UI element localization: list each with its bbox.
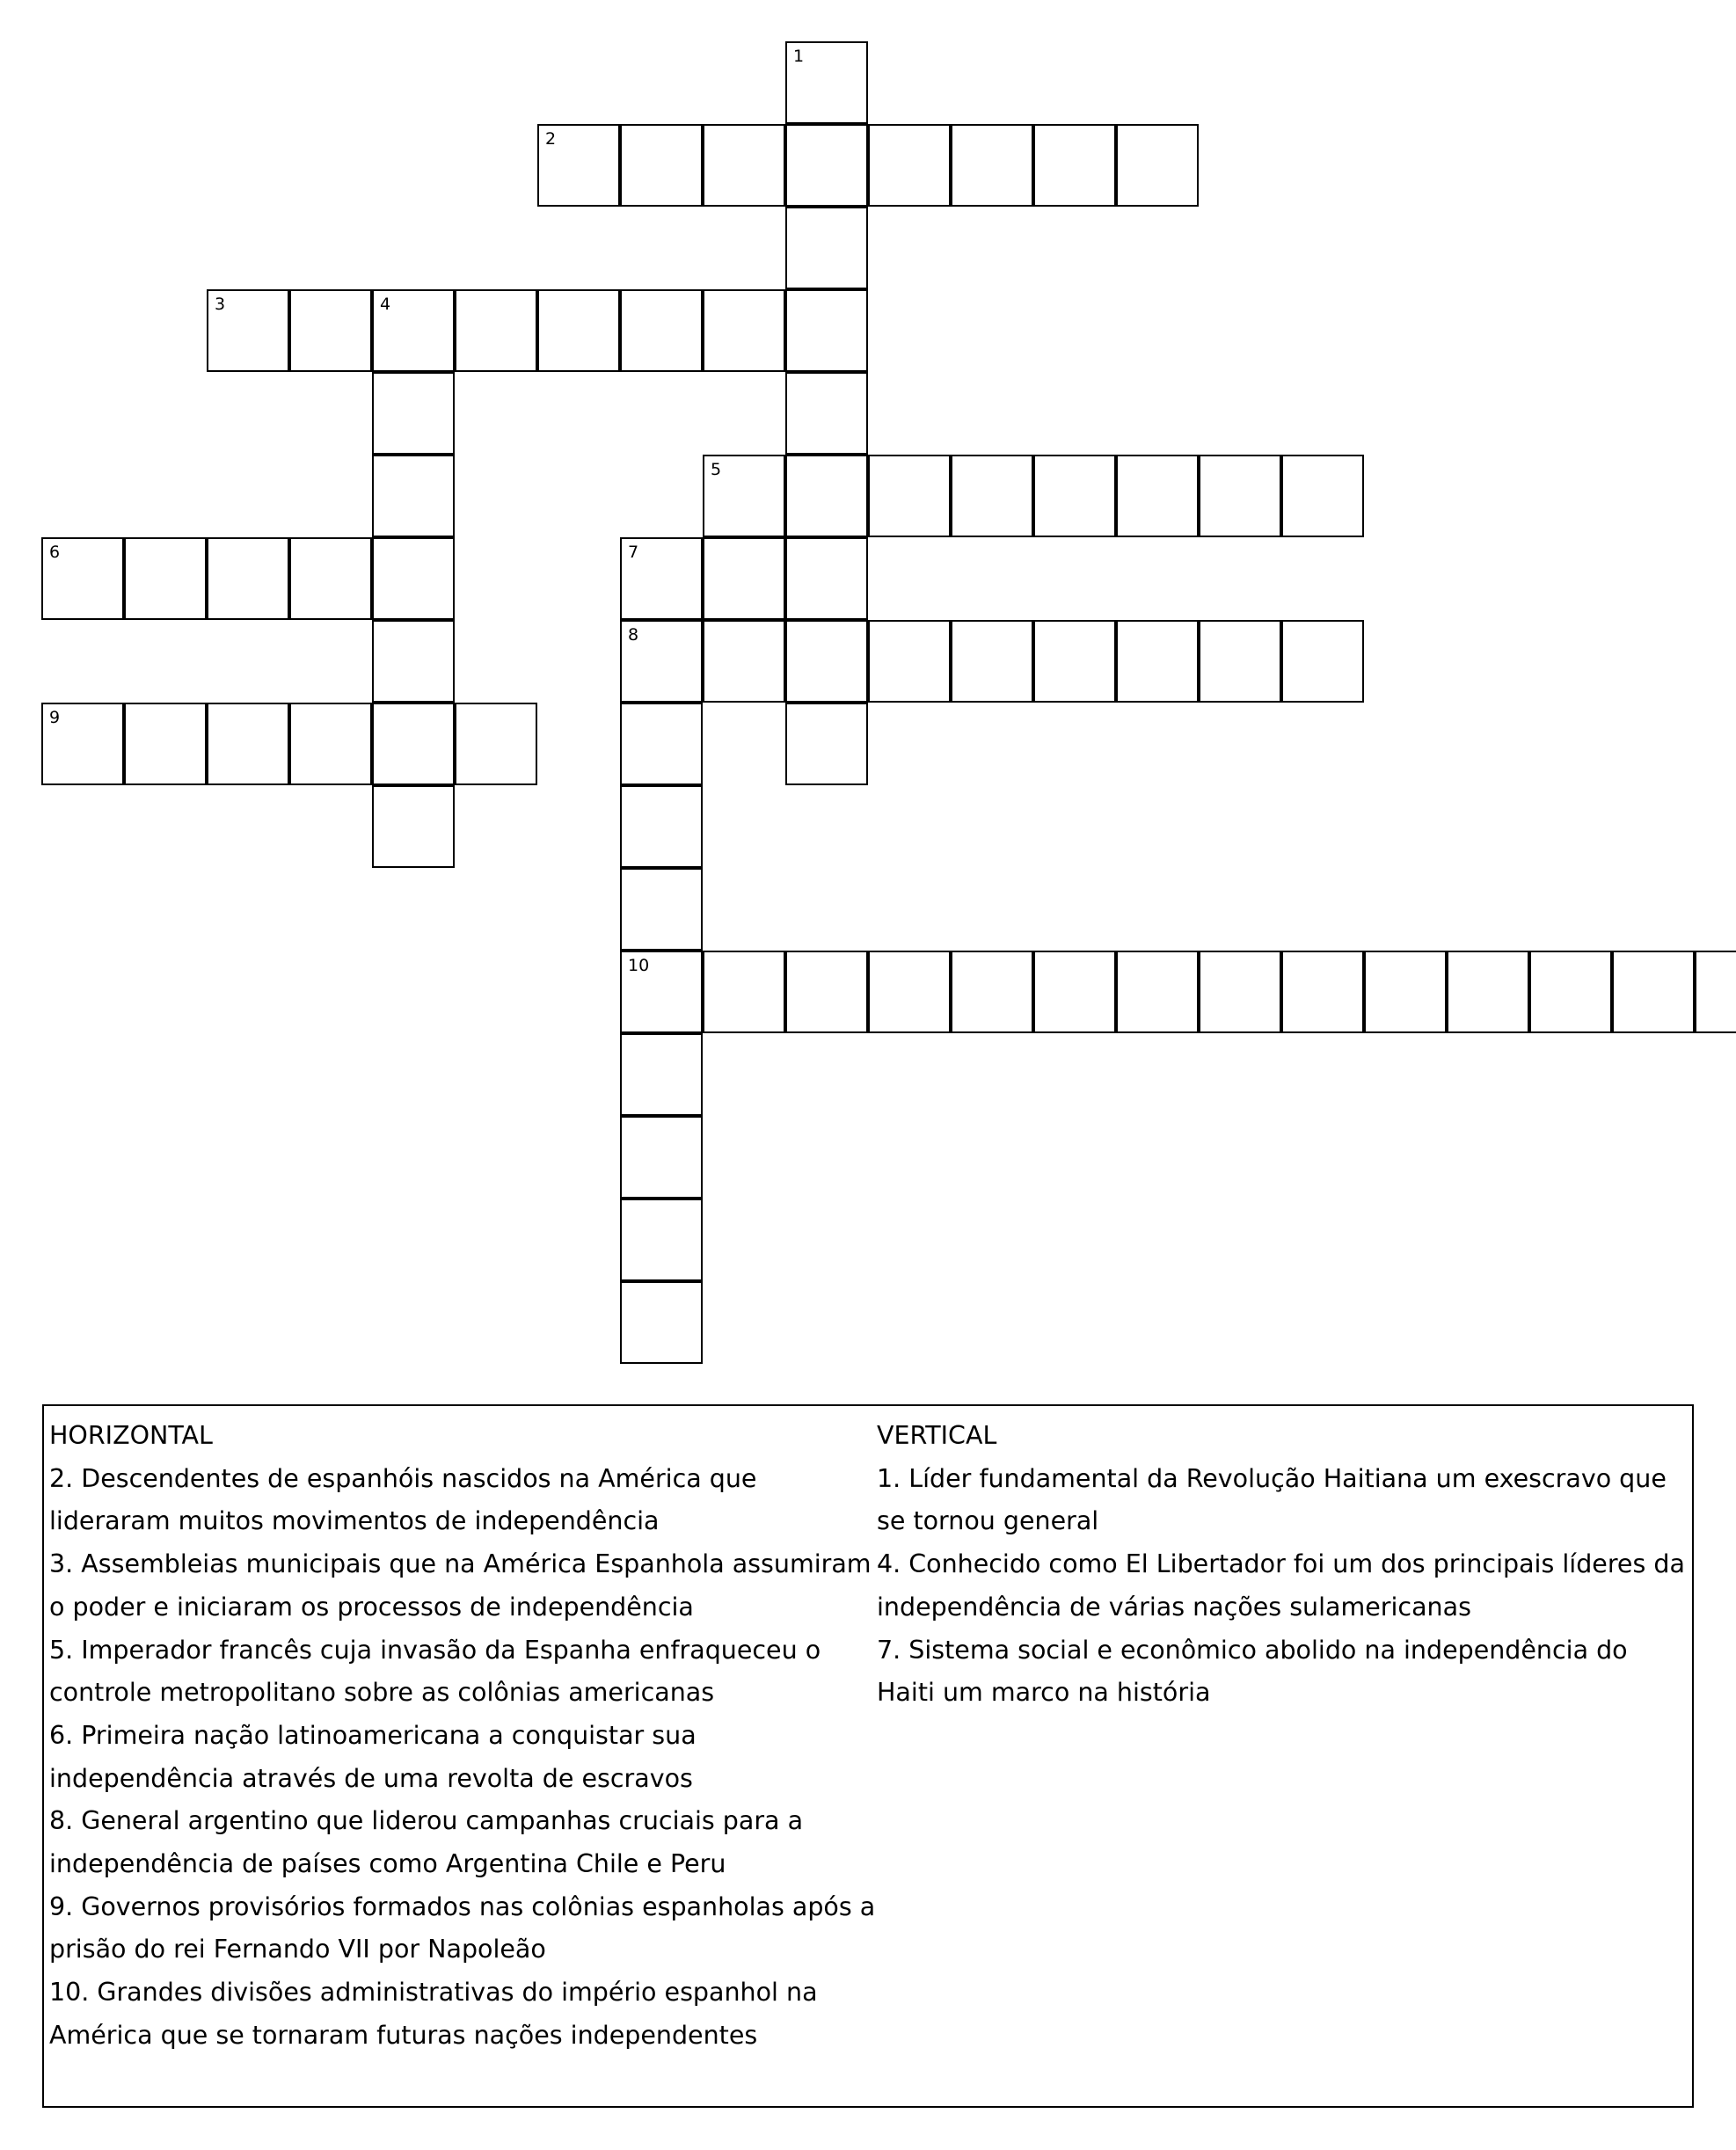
crossword-cell[interactable] [1612, 951, 1695, 1033]
vertical-title: VERTICAL [877, 1421, 997, 1450]
clue-number: 9 [49, 708, 61, 727]
crossword-cell[interactable] [207, 703, 289, 785]
clue-number: 8 [628, 625, 639, 645]
horizontal-clues [49, 1415, 876, 2058]
clue-number: 7 [628, 543, 639, 562]
crossword-cell[interactable] [703, 537, 785, 620]
crossword-cell[interactable] [455, 703, 537, 785]
clue-horizontal-6: 6. Primeira nação latinoamericana a conquistar sua independência através de uma revolta de escravos [49, 1720, 697, 1793]
crossword-cell[interactable] [372, 620, 455, 703]
crossword-cell[interactable] [372, 289, 455, 372]
clue-horizontal-8: 8. General argentino que liderou campanhas cruciais para a independência de países como Argentina Chile e Peru [49, 1806, 804, 1879]
crossword-cell[interactable] [1281, 620, 1364, 703]
crossword-cell[interactable] [41, 703, 124, 785]
crossword-cell[interactable] [620, 620, 703, 703]
crossword-cell[interactable] [703, 951, 785, 1033]
crossword-cell[interactable] [951, 620, 1033, 703]
crossword-cell[interactable] [372, 785, 455, 868]
crossword-cell[interactable] [868, 455, 951, 537]
clue-horizontal-5: 5. Imperador francês cuja invasão da Espanha enfraqueceu o controle metropolitano sobre as colônias americanas [49, 1635, 821, 1708]
clue-vertical-1: 1. Líder fundamental da Revolução Haitiana um exescravo que se tornou general [877, 1463, 1667, 1536]
crossword-cell[interactable] [537, 289, 620, 372]
crossword-cell[interactable] [1116, 455, 1199, 537]
crossword-cell[interactable] [868, 951, 951, 1033]
crossword-cell[interactable] [703, 455, 785, 537]
clue-number: 5 [711, 460, 722, 479]
crossword-cell[interactable] [868, 124, 951, 207]
crossword-cell[interactable] [785, 455, 868, 537]
clue-number: 2 [545, 129, 557, 149]
crossword-cell[interactable] [785, 289, 868, 372]
crossword-cell[interactable] [1199, 620, 1281, 703]
crossword-cell[interactable] [868, 620, 951, 703]
crossword-cell[interactable] [620, 868, 703, 951]
clue-vertical-4: 4. Conhecido como El Libertador foi um dos principais líderes da independência de várias nações sulamericanas [877, 1549, 1685, 1622]
crossword-cell[interactable] [1199, 455, 1281, 537]
horizontal-title: HORIZONTAL [49, 1421, 213, 1450]
crossword-cell[interactable] [785, 372, 868, 455]
crossword-cell[interactable] [620, 951, 703, 1033]
crossword-cell[interactable] [620, 785, 703, 868]
clue-number: 6 [49, 543, 61, 562]
crossword-cell[interactable] [1033, 124, 1116, 207]
crossword-cell[interactable] [537, 124, 620, 207]
crossword-cell[interactable] [951, 455, 1033, 537]
crossword-cell[interactable] [785, 951, 868, 1033]
crossword-cell[interactable] [1033, 620, 1116, 703]
clue-vertical-7: 7. Sistema social e econômico abolido na independência do Haiti um marco na história [877, 1635, 1628, 1708]
crossword-cell[interactable] [620, 537, 703, 620]
crossword-cell[interactable] [951, 951, 1033, 1033]
crossword-cell[interactable] [620, 703, 703, 785]
crossword-cell[interactable] [372, 537, 455, 620]
crossword-cell[interactable] [785, 537, 868, 620]
crossword-cell[interactable] [1116, 951, 1199, 1033]
crossword-cell[interactable] [1033, 951, 1116, 1033]
crossword-cell[interactable] [41, 537, 124, 620]
crossword-cell[interactable] [703, 124, 785, 207]
crossword-cell[interactable] [951, 124, 1033, 207]
crossword-cell[interactable] [703, 620, 785, 703]
clue-number: 10 [628, 956, 650, 975]
crossword-cell[interactable] [1116, 124, 1199, 207]
clue-horizontal-3: 3. Assembleias municipais que na América Espanhola assumiram o poder e iniciaram os processos de independência [49, 1549, 872, 1622]
crossword-cell[interactable] [372, 455, 455, 537]
crossword-cell[interactable] [785, 703, 868, 785]
crossword-cell[interactable] [620, 1199, 703, 1281]
clue-number: 3 [215, 295, 226, 314]
crossword-cell[interactable] [289, 289, 372, 372]
crossword-cell[interactable] [620, 1281, 703, 1364]
crossword-cell[interactable] [1447, 951, 1529, 1033]
crossword-cell[interactable] [1364, 951, 1447, 1033]
crossword-cell[interactable] [124, 703, 207, 785]
crossword-cell[interactable] [785, 207, 868, 289]
crossword-cell[interactable] [785, 41, 868, 124]
crossword-cell[interactable] [1199, 951, 1281, 1033]
clues-box [42, 1404, 1694, 2108]
crossword-cell[interactable] [455, 289, 537, 372]
crossword-cell[interactable] [703, 289, 785, 372]
crossword-cell[interactable] [785, 124, 868, 207]
crossword-cell[interactable] [372, 703, 455, 785]
clue-horizontal-9: 9. Governos provisórios formados nas colônias espanholas após a prisão do rei Fernando VII por Napoleão [49, 1891, 876, 1964]
crossword-cell[interactable] [1281, 951, 1364, 1033]
vertical-clues [877, 1415, 1686, 1715]
crossword-cell[interactable] [372, 372, 455, 455]
crossword-cell[interactable] [207, 537, 289, 620]
crossword-cell[interactable] [1033, 455, 1116, 537]
crossword-cell[interactable] [620, 1033, 703, 1116]
crossword-cell[interactable] [1281, 455, 1364, 537]
crossword-cell[interactable] [620, 124, 703, 207]
clue-number: 4 [380, 295, 391, 314]
crossword-cell[interactable] [289, 537, 372, 620]
clue-horizontal-10: 10. Grandes divisões administrativas do império espanhol na América que se tornaram futuras nações independentes [49, 1978, 818, 2050]
clue-number: 1 [793, 47, 805, 66]
crossword-cell[interactable] [1529, 951, 1612, 1033]
crossword-cell[interactable] [785, 620, 868, 703]
clue-horizontal-2: 2. Descendentes de espanhóis nascidos na América que lideraram muitos movimentos de independência [49, 1463, 757, 1536]
crossword-cell[interactable] [620, 1116, 703, 1199]
crossword-cell[interactable] [289, 703, 372, 785]
crossword-cell[interactable] [1116, 620, 1199, 703]
crossword-cell[interactable] [1695, 951, 1736, 1033]
crossword-cell[interactable] [620, 289, 703, 372]
crossword-cell[interactable] [207, 289, 289, 372]
crossword-cell[interactable] [124, 537, 207, 620]
